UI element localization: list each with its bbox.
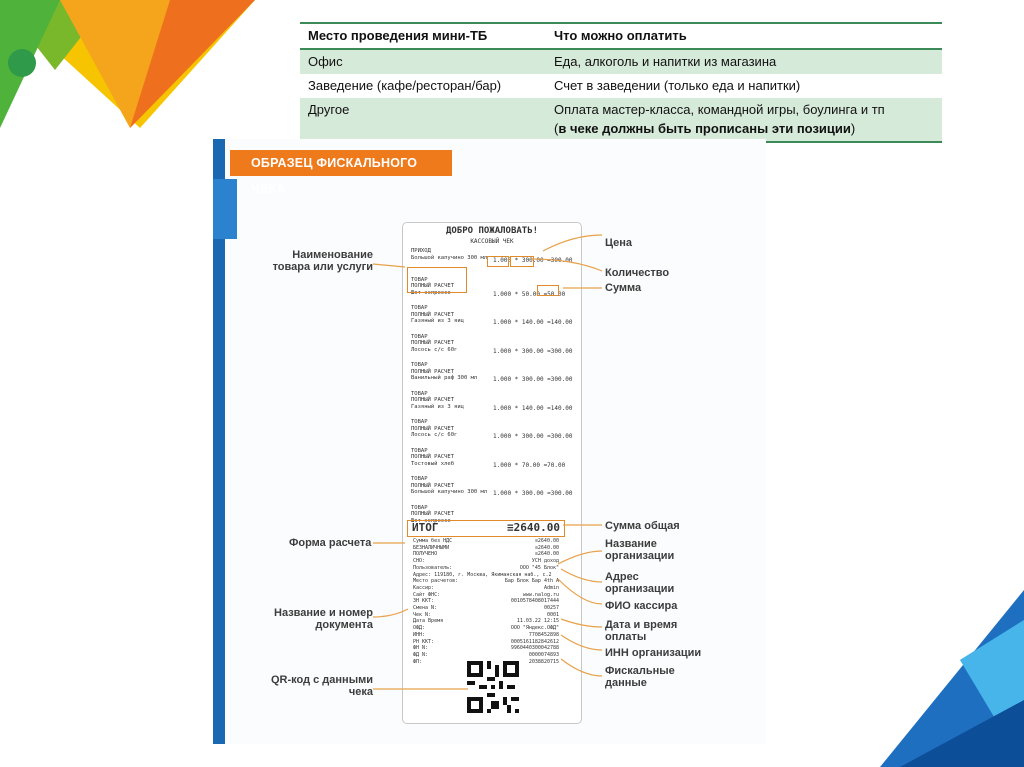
label-cashier: ФИО кассира — [605, 600, 678, 612]
label-qr: QR-код с данными чека — [271, 674, 373, 698]
receipt-item-amount: 1.000 * 50.00 =50.00 — [493, 290, 566, 298]
info-key: Пользователь: — [413, 564, 453, 571]
receipt-item: ТОВАР ПОЛНЫЙ РАСЧЕТ Ванильный раф 300 мл — [411, 362, 478, 382]
info-key: РН ККТ: — [413, 638, 435, 645]
receipt-item-amount: 1.000 * 140.00 =140.00 — [493, 319, 573, 326]
receipt-item: ТОВАР ПОЛНЫЙ РАСЧЕТ Большой капучино 300 мл — [411, 476, 488, 496]
info-key: ЗН ККТ: — [413, 598, 435, 605]
table-header-row — [300, 23, 942, 49]
info-value: Admin — [543, 584, 559, 591]
info-value: 0000074893 — [528, 651, 559, 658]
panel-stripe-accent — [213, 179, 237, 239]
info-value: 00257 — [543, 605, 559, 611]
info-key: Кассир: — [413, 584, 435, 591]
receipt-item-amount: 1.000 * 300.00 =300.00 — [493, 433, 573, 440]
receipt-item: ТОВАР ПОЛНЫЙ РАСЧЕТ Тостовый хлеб — [411, 447, 455, 467]
pay-cell: Счет в заведении (только еда и напитки) — [554, 78, 801, 93]
receipt-info-line — [413, 558, 563, 565]
receipt-info-line — [413, 578, 563, 585]
info-key: Смена N: — [413, 605, 438, 611]
info-key: ОФД: — [413, 625, 426, 632]
place-cell: Другое — [300, 98, 546, 142]
receipt-item: ТОВАР ПОЛНЫЙ РАСЧЕТ Лосось с/с 60г — [411, 419, 458, 439]
receipt-info-line — [413, 545, 563, 552]
table-row — [300, 49, 942, 74]
receipt-item-amount: 1.000 * 140.00 =140.00 — [493, 404, 573, 412]
pay-cell — [546, 98, 942, 142]
receipt-greeting: ДОБРО ПОЖАЛОВАТЬ! — [445, 226, 539, 236]
qr-code-icon — [467, 661, 519, 713]
receipt-info-line — [413, 605, 563, 612]
info-value: ≡2640.00 — [534, 538, 559, 544]
info-key: ФП: — [413, 658, 423, 665]
label-sum: Сумма — [605, 282, 642, 294]
receipt-info-line — [413, 618, 563, 625]
info-key: Место расчетов: — [413, 578, 459, 585]
receipt-info-line — [413, 572, 563, 579]
receipt-info-line — [413, 565, 563, 572]
info-key: ФД N: — [413, 651, 429, 658]
info-value: ≡2640.00 — [534, 544, 559, 551]
quantity-box — [487, 256, 509, 267]
fiscal-receipt — [402, 222, 582, 724]
info-value: ООО "45 Блок" — [519, 564, 559, 571]
label-document: Название и номер документа — [274, 607, 373, 631]
item-name-box — [407, 267, 467, 293]
table-row — [300, 98, 942, 142]
info-value: УСН доход — [531, 558, 559, 565]
receipt-info-line — [413, 632, 563, 639]
sample-banner: ОБРАЗЕЦ ФИСКАЛЬНОГО ЧЕКА — [230, 150, 452, 176]
receipt-info-line — [413, 598, 563, 605]
info-key: ИНН: — [413, 631, 426, 638]
receipt-item: ТОВАР ПОЛНЫЙ РАСЧЕТ Газяный из 3 яиц — [411, 390, 464, 410]
receipt-item-amount: 1.000 * 70.00 =70.00 — [493, 461, 566, 469]
pay-note: в чеке должны быть прописаны эти позиции — [558, 121, 851, 136]
receipt-sample-panel — [213, 139, 766, 744]
label-total: Сумма общая — [605, 520, 680, 532]
info-value: 11.03.22 12:15 — [516, 618, 559, 625]
info-value: 9960440300042788 — [510, 645, 559, 652]
receipt-info-line — [413, 652, 563, 659]
receipt-item: ПРИХОД Большой капучино 300 мл — [411, 248, 488, 261]
label-inn: ИНН организации — [605, 647, 702, 659]
price-box — [510, 256, 534, 267]
label-quantity: Количество — [605, 267, 670, 279]
receipt-item: ТОВАР ПОЛНЫЙ РАСЧЕТ Лосось с/с 60г — [411, 333, 458, 353]
info-value: Бар Блок Бар 4th A — [504, 578, 559, 585]
label-fiscal: Фискальные данные — [605, 665, 675, 689]
info-value: ООО "Яндекс.ОФД" — [510, 625, 559, 632]
info-value: ≡2640.00 — [534, 551, 559, 558]
paren-close: ) — [850, 121, 856, 136]
total-label: ИТОГ — [412, 521, 439, 534]
sum-box — [537, 285, 559, 296]
receipt-item-amount: 1.000 * 300.00 =300.00 — [493, 347, 573, 355]
receipt-info-line — [413, 551, 563, 558]
payment-table — [300, 22, 942, 143]
label-org-name: Название организации — [605, 538, 675, 562]
place-cell: Заведение (кафе/ресторан/бар) — [308, 78, 502, 93]
place-cell: Офис — [300, 49, 546, 74]
label-org-address: Адрес организации — [605, 571, 675, 595]
info-value: 2038820715 — [528, 658, 559, 665]
total-value: ≡2640.00 — [507, 521, 560, 534]
receipt-item-amount: 1.000 * 300.00 =300.00 — [493, 490, 573, 497]
receipt-item-amount: 1.000 * 300.00 =300.00 — [493, 376, 573, 383]
info-key: Адрес: 119180, г. Москва, Якиманская наб., с.2 — [413, 571, 552, 578]
receipt-info-line — [413, 639, 563, 646]
info-value: 0005161182842612 — [510, 638, 559, 645]
receipt-info-line — [413, 592, 563, 599]
table-row — [300, 74, 942, 98]
info-key: Сайт ФНС: — [413, 591, 441, 598]
info-key: Дата Время — [413, 618, 444, 625]
receipt-info-line — [413, 612, 563, 619]
info-key: ПОЛУЧЕНО — [413, 551, 438, 558]
info-key: Чек N: — [413, 611, 432, 618]
receipt-item: ТОВАР ПОЛНЫЙ РАСЧЕТ Газяный из 3 яиц — [411, 305, 464, 325]
info-value: 0001 — [546, 611, 559, 618]
info-key: Сумма без НДС — [413, 538, 453, 544]
receipt-info-line — [413, 585, 563, 592]
receipt-item: ТОВАР ПОЛНЫЙ РАСЧЕТ Шот эспрессо — [411, 276, 455, 296]
info-key: СНО: — [413, 558, 426, 565]
receipt-subheader: КАССОВЫЙ ЧЕК — [470, 238, 514, 245]
label-item-name: Наименование товара или услуги — [272, 249, 373, 273]
receipt-item-amount: 1.000 * 300.00 =300.00 — [493, 257, 573, 264]
header-pay: Что можно оплатить — [546, 23, 942, 49]
info-value: 7708452898 — [528, 631, 559, 638]
info-key: БЕЗНАЛИЧНЫМИ — [413, 544, 450, 551]
info-value: 0010578408017444 — [510, 598, 559, 605]
receipt-info-line — [413, 645, 563, 652]
pay-cell: Еда, алкоголь и напитки из магазина — [546, 49, 942, 74]
receipt-info-line — [413, 625, 563, 632]
receipt-item: ТОВАР ПОЛНЫЙ РАСЧЕТ Шот эспрессо — [411, 504, 455, 524]
label-price: Цена — [605, 237, 633, 249]
label-datetime: Дата и время оплаты — [605, 619, 678, 643]
header-place: Место проведения мини-ТБ — [300, 23, 546, 49]
info-value: www.nalog.ru — [522, 591, 559, 598]
receipt-info-line — [413, 538, 563, 545]
pay-text: Оплата мастер-класса, командной игры, боулинга и тп — [554, 102, 885, 117]
receipt-total — [407, 520, 565, 537]
paren-open: ( — [554, 121, 559, 136]
label-payment-form: Форма расчета — [289, 537, 372, 549]
info-key: ФН N: — [413, 645, 429, 652]
